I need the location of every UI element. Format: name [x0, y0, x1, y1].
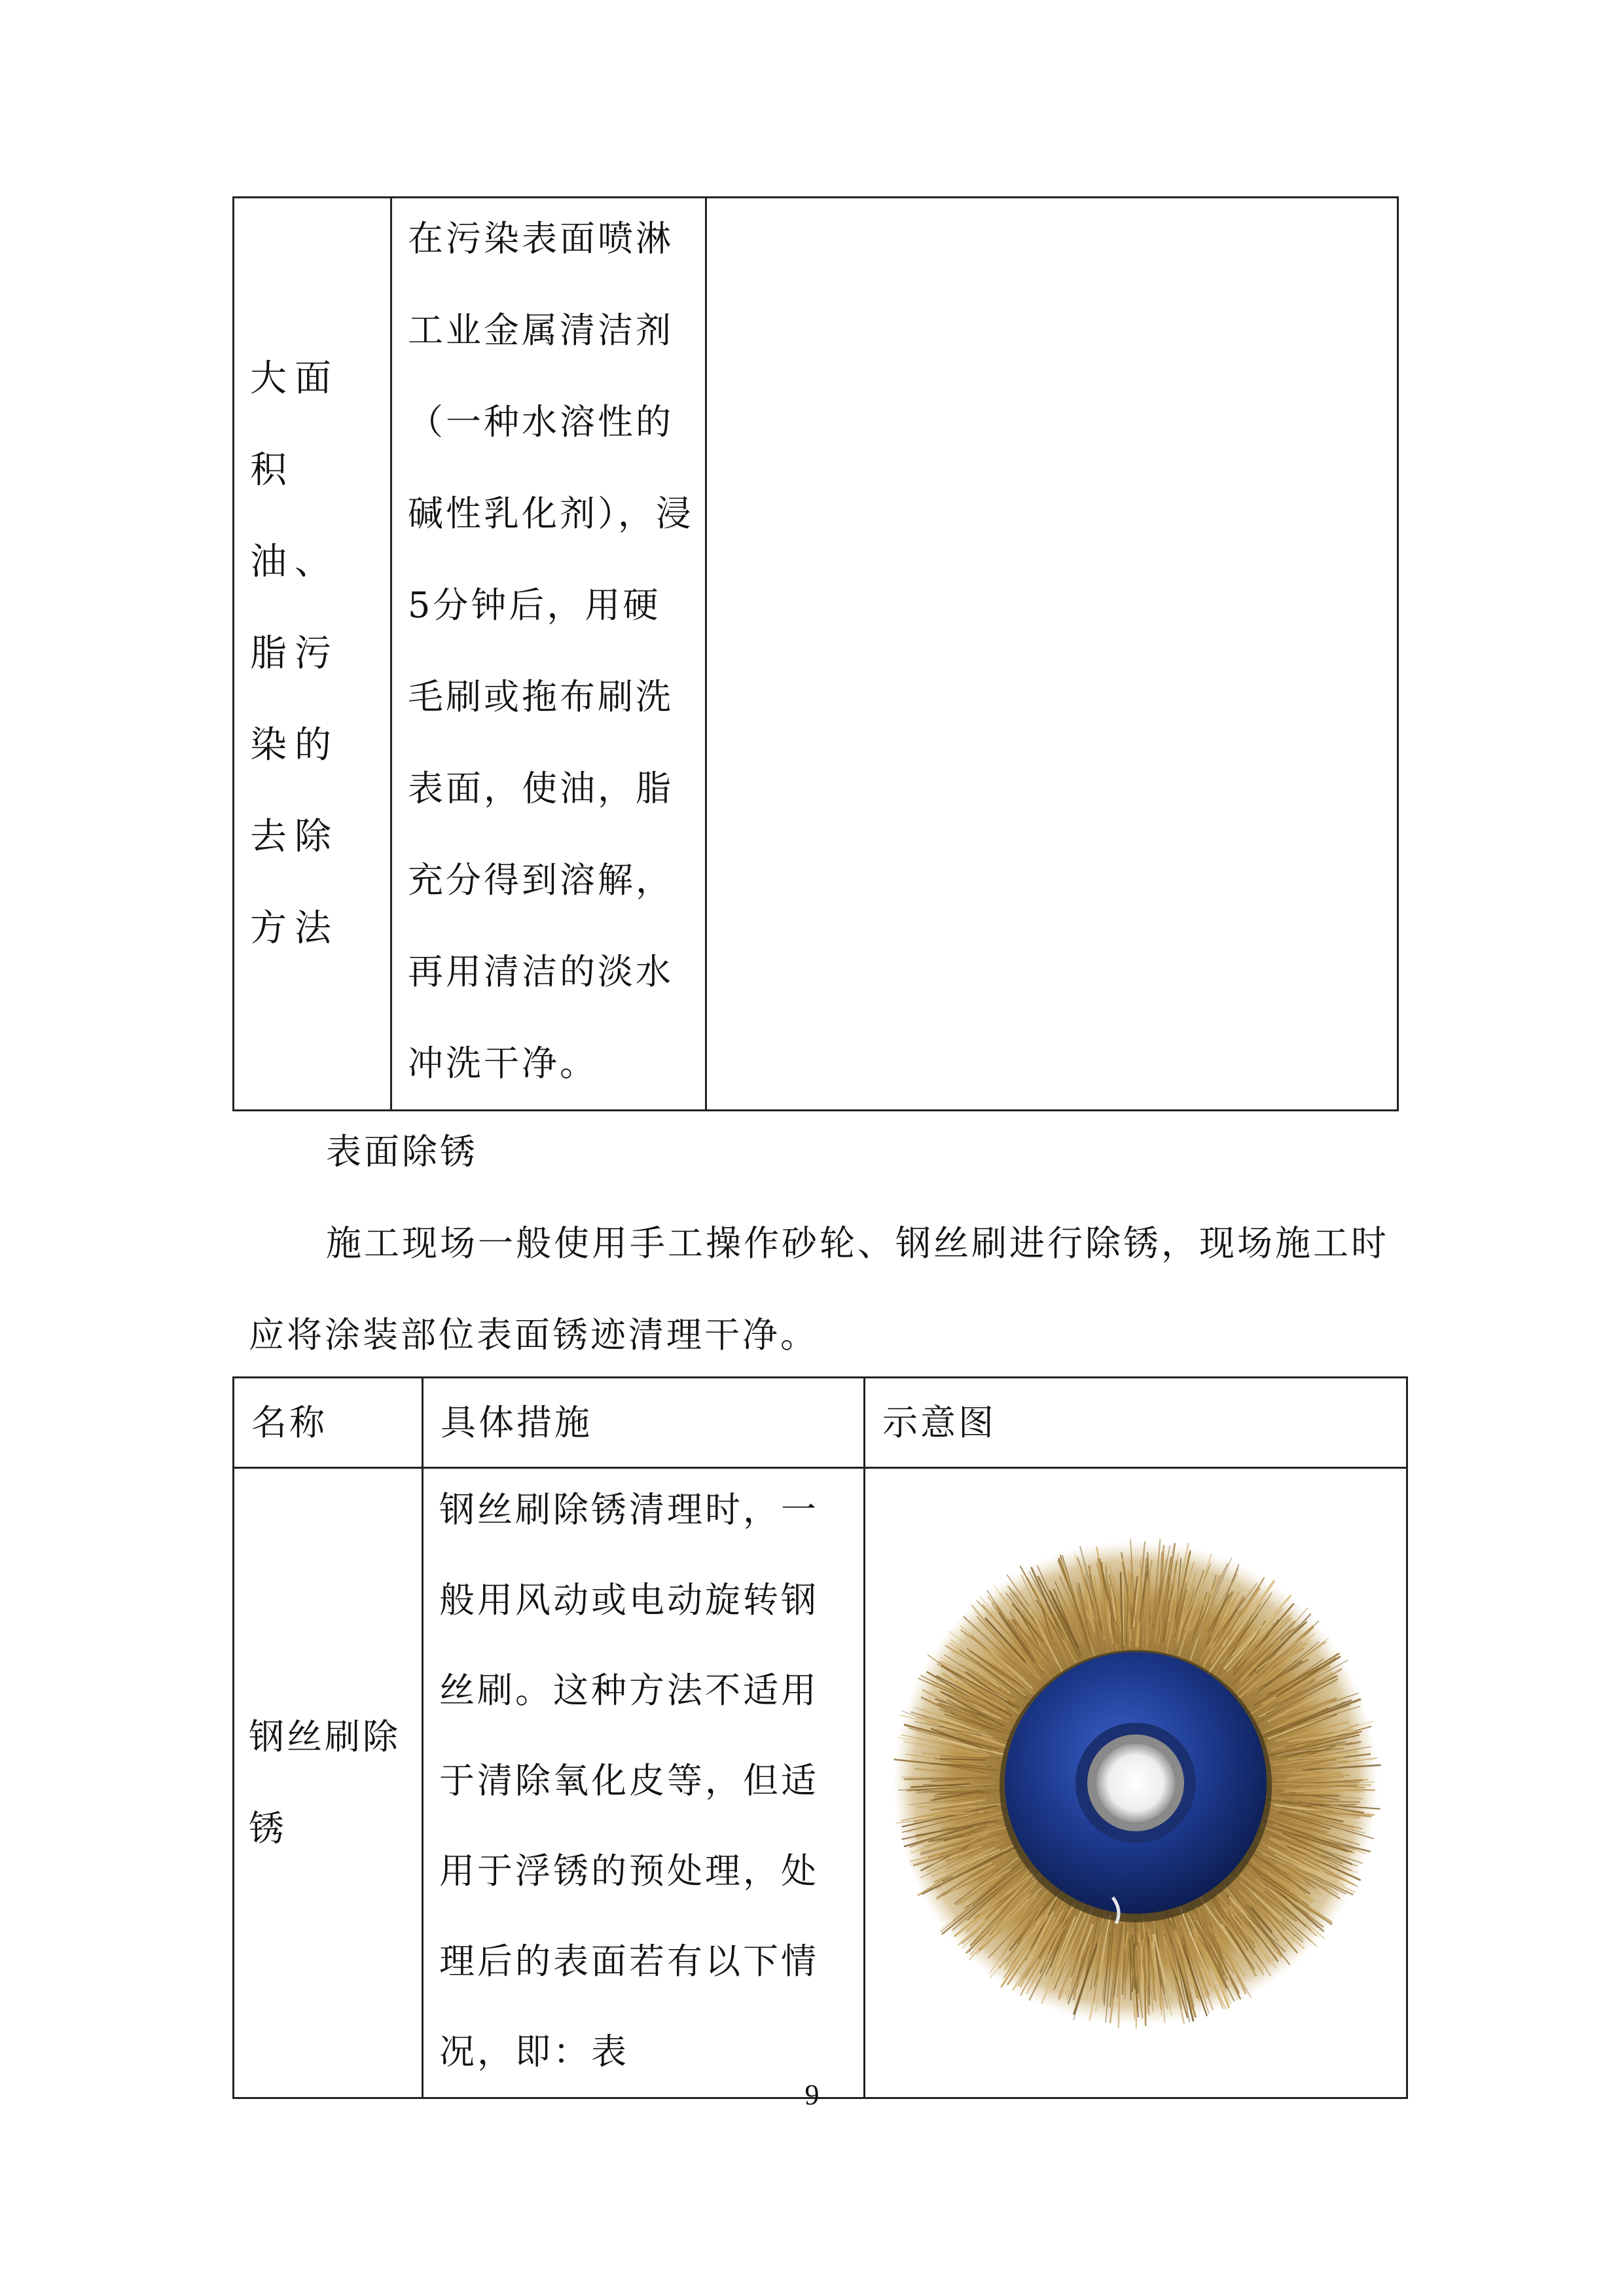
header-measures: 具体措施 — [441, 1402, 592, 1443]
page-number: 9 — [804, 2079, 820, 2111]
table-row — [234, 198, 1398, 1111]
method-description: 钢丝刷除锈清理时，一般用风动或电动旋转钢丝刷。这种方法不适用于清除氧化皮等，但适用于浮锈的预处理，处理后的表面若有以下情况，即：表 — [439, 1489, 819, 2072]
illustration-container — [865, 1511, 1406, 2054]
oil-grease-removal-table — [232, 196, 1399, 1111]
header-cell-measures — [423, 1378, 865, 1468]
wire-brush-wheel-icon — [887, 1534, 1384, 2032]
method-name-cell — [234, 1468, 423, 2098]
header-name: 名称 — [251, 1402, 327, 1443]
method-name: 大面积油、脂污染的去除方法 — [250, 357, 339, 950]
center-hole — [1096, 1744, 1175, 1822]
rust-removal-table — [232, 1376, 1408, 2099]
header-diagram: 示意图 — [882, 1402, 996, 1443]
table-row — [234, 1468, 1407, 2098]
illustration-cell-empty — [706, 198, 1398, 1111]
illustration-cell — [865, 1468, 1407, 2098]
header-cell-name — [234, 1378, 423, 1468]
method-name: 钢丝刷除锈 — [249, 1716, 401, 1849]
header-cell-diagram — [865, 1378, 1407, 1468]
method-description: 在污染表面喷淋工业金属清洁剂（一种水溶性的碱性乳化剂），浸5分钟后，用硬毛刷或拖布刷洗表面，使油，脂充分得到溶解，再用清洁的淡水冲洗干净。 — [408, 218, 694, 1084]
method-description-cell — [423, 1468, 865, 2098]
section-body: 施工现场一般使用手工操作砂轮、钢丝刷进行除锈，现场施工时应将涂装部位表面锈迹清理干净。 — [249, 1223, 1389, 1355]
section-heading: 表面除锈 — [326, 1131, 478, 1172]
method-name-cell — [234, 198, 391, 1111]
table-header-row — [234, 1378, 1407, 1468]
method-description-cell — [391, 198, 706, 1111]
bristle-strand — [1125, 1917, 1126, 1999]
